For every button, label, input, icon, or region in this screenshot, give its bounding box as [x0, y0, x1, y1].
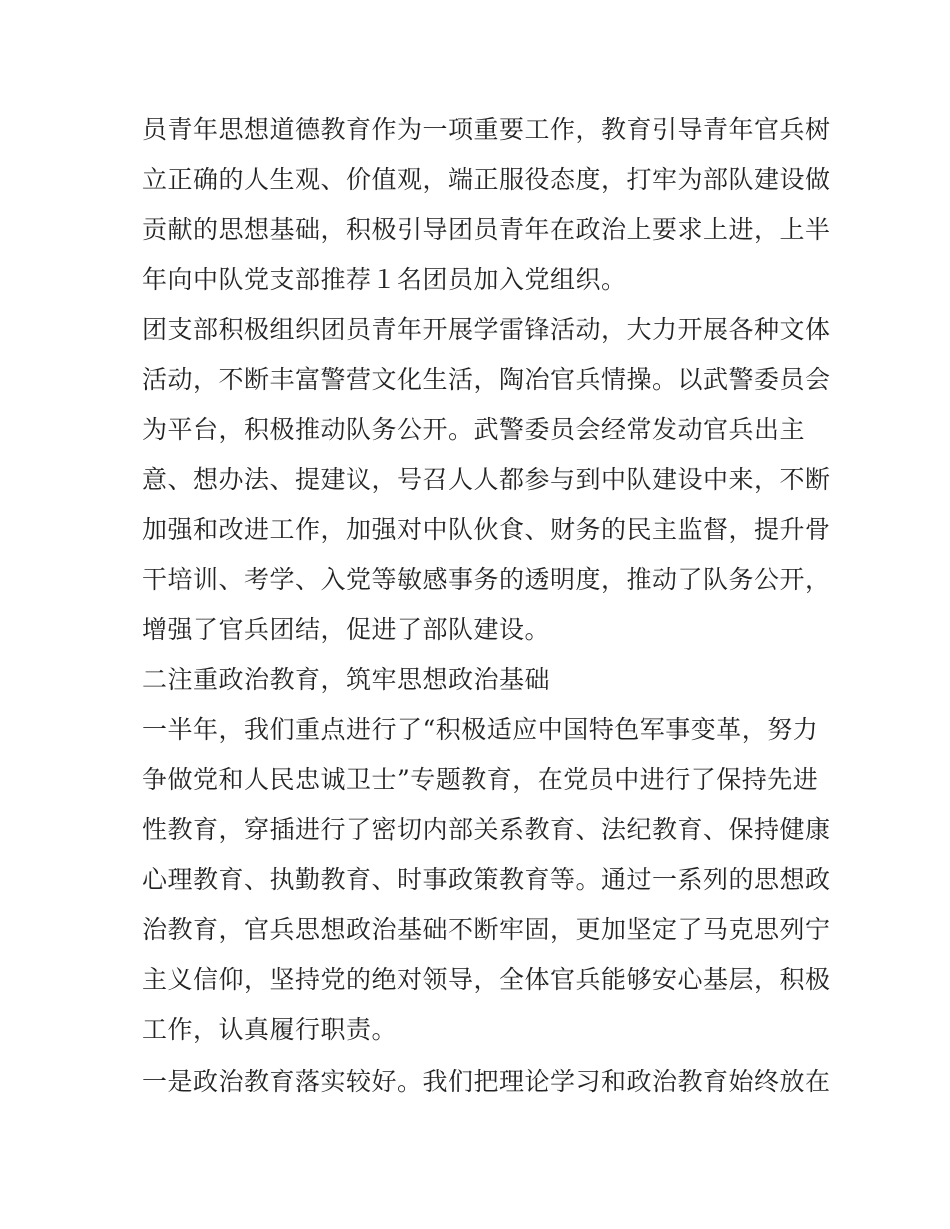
text-line: 一半年，我们重点进行了“积极适应中国特色军事变革，努力 — [142, 715, 819, 744]
text-line: 主义信仰，坚持党的绝对领导，全体官兵能够安心基层，积极 — [142, 965, 831, 994]
text-line: 一是政治教育落实较好。我们把理论学习和政治教育始终放在 — [142, 1067, 831, 1096]
text-line: 治教育，官兵思想政治基础不断牢固，更加坚定了马克思列宁 — [142, 915, 831, 944]
text-line: 活动，不断丰富警营文化生活，陶冶官兵情操。以武警委员会 — [142, 365, 831, 394]
text-line: 意、想办法、提建议，号召人人都参与到中队建设中来，不断 — [142, 465, 831, 494]
text-line: 员青年思想道德教育作为一项重要工作，教育引导青年官兵树 — [142, 115, 831, 144]
text-line: 工作，认真履行职责。 — [142, 1015, 398, 1044]
text-line: 争做党和人民忠诚卫士”专题教育，在党员中进行了保持先进 — [142, 765, 819, 794]
text-line: 增强了官兵团结，促进了部队建设。 — [142, 615, 551, 644]
document-body — [142, 105, 831, 1107]
text-line: 性教育，穿插进行了密切内部关系教育、法纪教育、保持健康 — [142, 815, 831, 844]
text-line: 心理教育、执勤教育、时事政策教育等。通过一系列的思想政 — [142, 865, 831, 894]
text-line: 贡献的思想基础，积极引导团员青年在政治上要求上进，上半 — [142, 215, 831, 244]
text-line: 干培训、考学、入党等敏感事务的透明度，推动了队务公开， — [142, 565, 831, 594]
text-line: 年向中队党支部推荐１名团员加入党组织。 — [142, 265, 627, 294]
text-line: 团支部积极组织团员青年开展学雷锋活动，大力开展各种文体 — [142, 315, 831, 344]
text-line: 立正确的人生观、价值观，端正服役态度，打牢为部队建设做 — [142, 165, 831, 194]
text-line: 为平台，积极推动队务公开。武警委员会经常发动官兵出主 — [142, 415, 806, 444]
section-heading: 二注重政治教育，筑牢思想政治基础 — [142, 665, 551, 694]
text-line: 加强和改进工作，加强对中队伙食、财务的民主监督，提升骨 — [142, 515, 831, 544]
